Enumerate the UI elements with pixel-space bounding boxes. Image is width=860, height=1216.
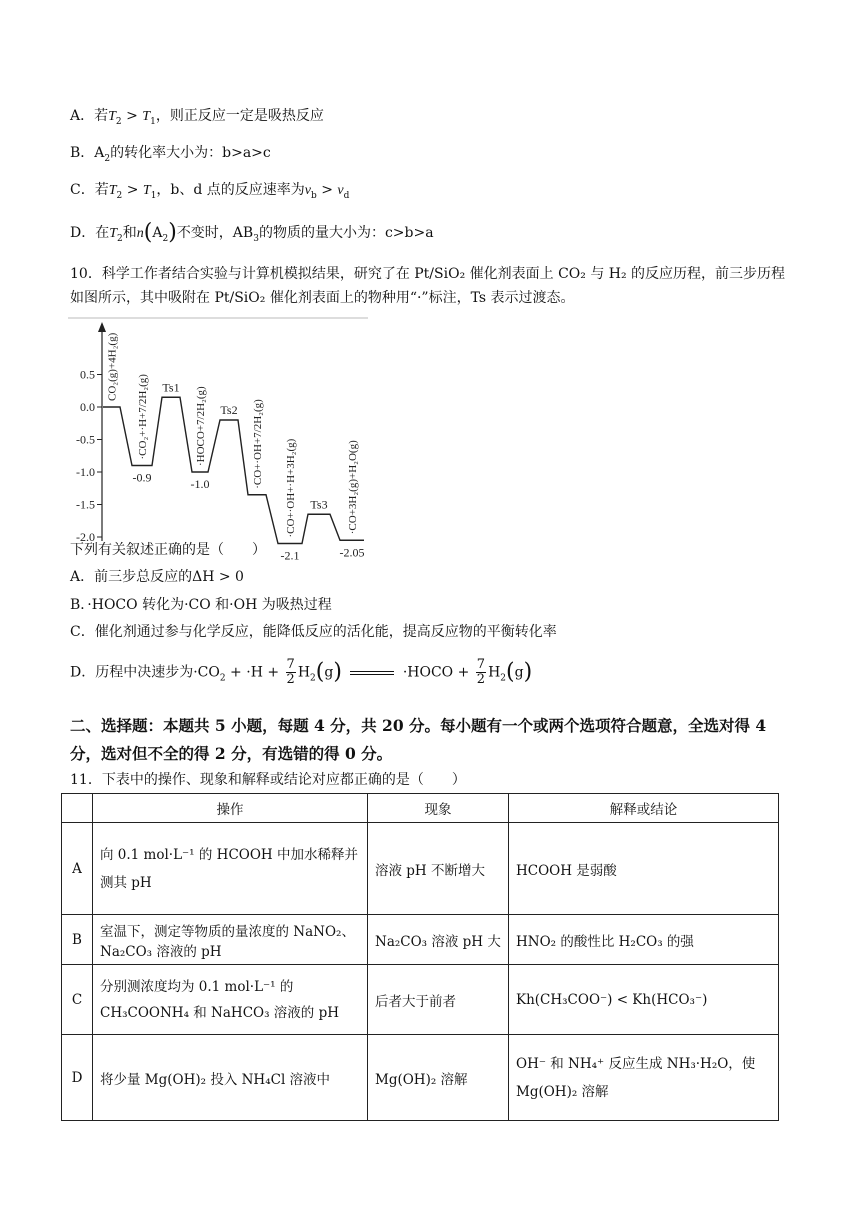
row-phenomenon: Mg(OH)₂ 溶解 xyxy=(368,1035,509,1121)
value-label: -2.05 xyxy=(339,545,365,560)
y-tick-label: -1.0 xyxy=(76,465,95,479)
state-label: CO₂(g)+4H₂(g) xyxy=(106,332,119,401)
row-conclusion: Kh(CH₃COO⁻) < Kh(HCO₃⁻) xyxy=(509,965,779,1035)
state-label: ·CO+·OH+·H+3H₂(g) xyxy=(285,438,297,538)
row-operation: 向 0.1 mol·L⁻¹ 的 HCOOH 中加水稀释并测其 pH xyxy=(93,823,368,915)
state-label: ·CO₂+·H+7/2H₂(g) xyxy=(137,374,149,460)
row-label: B xyxy=(62,915,93,965)
row-operation: 分别测浓度均为 0.1 mol·L⁻¹ 的 CH₃COONH₄ 和 NaHCO₃ 溶液的 pH xyxy=(93,965,368,1035)
row-phenomenon: Na₂CO₃ 溶液 pH 大 xyxy=(368,915,509,965)
row-conclusion: HCOOH 是弱酸 xyxy=(509,823,779,915)
value-label: -1.0 xyxy=(190,477,210,491)
q10-option-d: D．历程中决速步为$\cdot CO_2 + \cdot H$ + $\frac{7}{2}$ $H_2(g)$ ·HOCO + $\frac{7}{2}$ $H_2(g)$ xyxy=(70,657,533,687)
transition-state-label: Ts1 xyxy=(162,380,180,395)
y-tick-label: -0.5 xyxy=(76,432,95,447)
value-label: -0.9 xyxy=(132,470,152,485)
row-operation: 室温下，测定等物质的量浓度的 NaNO₂、Na₂CO₃ 溶液的 pH xyxy=(93,915,368,965)
row-phenomenon: 溶液 pH 不断增大 xyxy=(368,823,509,915)
fraction-seven-halves: $\frac{7}{2}$ xyxy=(286,657,295,687)
row-conclusion: OH⁻ 和 NH₄⁺ 反应生成 NH₃·H₂O，使 Mg(OH)₂ 溶解 xyxy=(509,1035,779,1121)
table-row xyxy=(62,1035,779,1121)
q11-table xyxy=(61,793,779,1121)
table-row xyxy=(62,965,779,1035)
y-tick-label: -1.5 xyxy=(76,497,95,512)
row-conclusion: HNO₂ 的酸性比 H₂CO₃ 的强 xyxy=(509,915,779,965)
q10-stem: 10．科学工作者结合实验与计算机模拟结果，研究了在 Pt/SiO₂ 催化剂表面上 CO₂ 与 H₂ 的反应历程，前三步历程如图所示，其中吸附在 Pt/SiO₂ 催化剂表面上的物种用“·”标注，Ts 表示过渡态。 xyxy=(70,266,786,306)
q9-option-d: D．在$T_2$和$n(A_2)$不变时，$AB_3$的物质的量大小为：c>b>a xyxy=(70,220,434,245)
state-label: ·HOCO+7/2H₂(g) xyxy=(195,386,207,466)
row-label: C xyxy=(62,965,93,1035)
state-label: ·CO+3H₂(g)+H₂O(g) xyxy=(347,440,359,535)
row-phenomenon: 后者大于前者 xyxy=(368,965,509,1035)
header-operation: 操作 xyxy=(93,794,368,823)
value-label: -2.1 xyxy=(280,548,300,563)
row-label: A xyxy=(62,823,93,915)
section-2-heading: 二、选择题：本题共 5 小题，每题 4 分，共 20 分。每小题有一个或两个选项符合题意，全选对得 4 分，选对但不全的得 2 分，有选错的得 0 分。 xyxy=(70,716,767,763)
y-tick-label: 0.5 xyxy=(80,367,95,382)
q10-option-a: A．前三步总反应的ΔH > 0 xyxy=(70,569,244,585)
q9-option-a: A．若$T_2 > T_1$，则正反应一定是吸热反应 xyxy=(70,108,324,127)
q10-question: 下列有关叙述正确的是（ ） xyxy=(70,542,266,558)
q11-stem: 11．下表中的操作、现象和解释或结论对应都正确的是（ ） xyxy=(70,772,466,788)
table-row xyxy=(62,915,779,965)
header-conclusion: 解释或结论 xyxy=(509,794,779,823)
fraction-seven-halves-2: $\frac{7}{2}$ xyxy=(476,657,486,687)
transition-state-label: Ts3 xyxy=(310,497,328,512)
row-operation: 将少量 Mg(OH)₂ 投入 NH₄Cl 溶液中 xyxy=(93,1035,368,1121)
q10-option-b: B．·HOCO 转化为·CO 和·OH 为吸热过程 xyxy=(70,597,332,613)
header-label-cell xyxy=(62,794,93,823)
transition-state-label: Ts2 xyxy=(220,403,238,417)
y-tick-label: 0.0 xyxy=(80,400,95,414)
q9-option-b: B．$A_2$的转化率大小为：b>a>c xyxy=(70,145,271,164)
q10-option-c: C．催化剂通过参与化学反应，能降低反应的活化能，提高反应物的平衡转化率 xyxy=(70,624,557,640)
y-axis-arrow-icon xyxy=(98,322,106,332)
equals-arrow xyxy=(350,671,394,675)
header-phenomenon: 现象 xyxy=(368,794,509,823)
q9-option-c: C．若$T_2 > T_1$，b、d 点的反应速率为$v_b > v_d$ xyxy=(70,182,350,201)
table-header-row xyxy=(62,794,779,823)
table-row xyxy=(62,823,779,915)
row-label: D xyxy=(62,1035,93,1121)
y-tick-label: -2.0 xyxy=(76,530,95,544)
state-label: ·CO+·OH+7/2H₂(g) xyxy=(252,399,264,489)
